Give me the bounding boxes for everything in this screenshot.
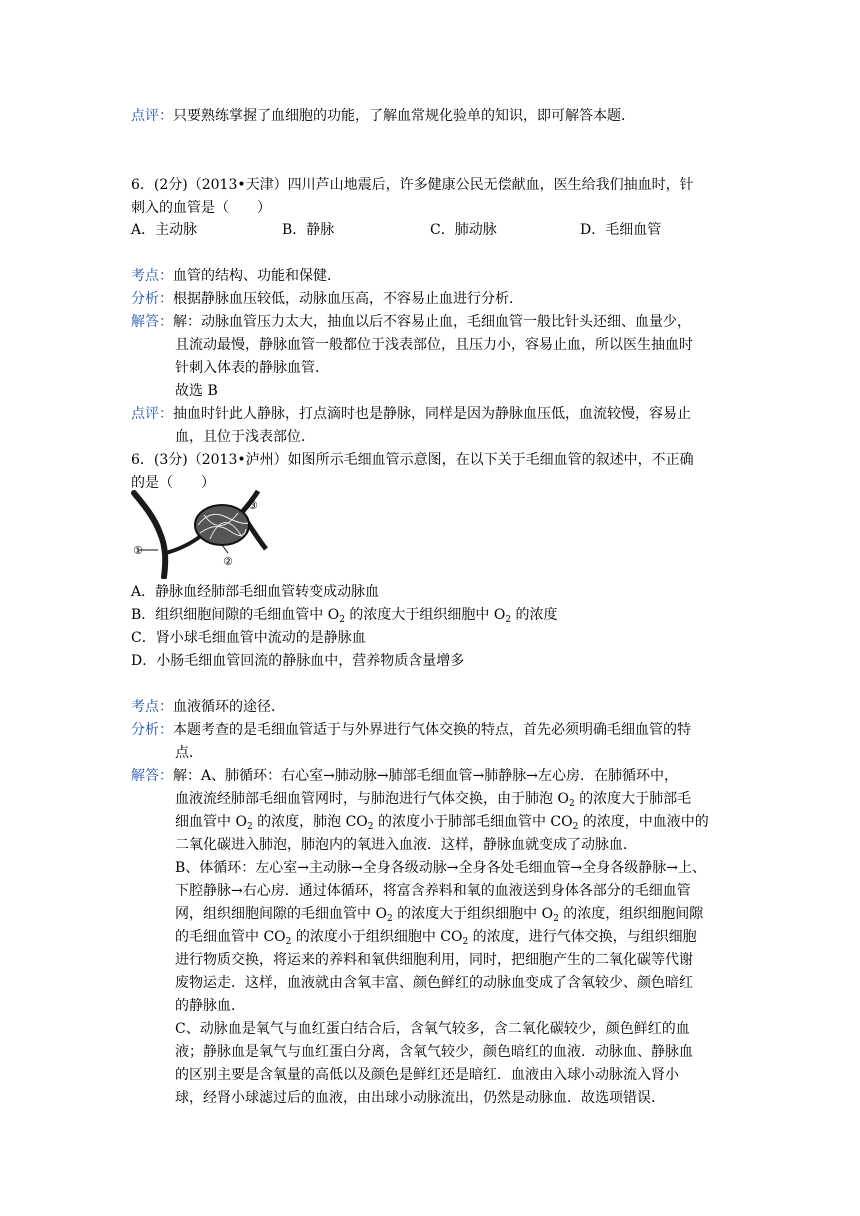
q2-option-d: D．小肠毛细血管回流的静脉血中，营养物质含量增多 [131,653,465,669]
q1-jieda-line3: 针刺入体表的静脉血管． [175,360,329,376]
q1-fenxi: 分析：根据静脉血压较低，动脉血压高，不容易止血进行分析． [131,291,523,307]
q1-option-a: A．主动脉 [131,222,198,238]
figure-label-1: ① [133,544,143,557]
q1-kaodian: 考点：血管的结构、功能和保健． [131,268,341,284]
q2-jieda-a2: 血液流经肺部毛细血管网时，与肺泡进行气体交换，由于肺泡 $O_2$ 的浓度大于肺部毛 [175,791,692,809]
q2-stem-line2: 的是（ ） [131,475,215,491]
q2-option-b: B．组织细胞间隙的毛细血管中 $O_2$ 的浓度大于组织细胞中 $O_2$ 的浓度 [131,607,558,625]
q1-jieda-line1: 解答：解：动脉血管压力太大，抽血以后不容易止血，毛细血管一般比针头还细、血量少， [131,314,691,330]
q1-option-c: C．肺动脉 [430,222,497,238]
q1-stem-line2: 刺入的血管是（ ） [131,200,271,216]
q2-jieda-a1: 解答：解：A、肺循环：右心室→肺动脉→肺部毛细血管→肺静脉→左心房．在肺循环中， [131,768,679,784]
q1-jieda-line2: 且流动最慢，静脉血管一般都位于浅表部位，且压力小，容易止血，所以医生抽血时 [175,337,693,353]
q2-jieda-c4: 球，经肾小球滤过后的血液，由出球小动脉流出，仍然是动脉血．故选项错误． [175,1090,665,1106]
q2-jieda-c2: 液；静脉血是氧气与血红蛋白分离，含氧气较少，颜色暗红的血液．动脉血、静脉血 [175,1044,693,1060]
capillary-diagram [130,487,270,579]
intro-comment: 点评：只要熟练掌握了血细胞的功能，了解血常规化验单的知识，即可解答本题． [131,108,635,124]
q2-fenxi-line2: 点． [175,745,203,761]
q2-jieda-b2: 下腔静脉→右心房．通过体循环，将富含养料和氧的血液送到身体各部分的毛细血管 [175,883,691,899]
q2-jieda-b7: 的静脉血． [175,998,245,1014]
q2-jieda-a3: 细血管中 $O_2$ 的浓度，肺泡 $CO_2$ 的浓度小于肺部毛细血管中 $CO_2$ 的浓度，中血液中的 [175,814,709,832]
q1-dianping-line1: 点评：抽血时针此人静脉，打点滴时也是静脉，同样是因为静脉血压低，血流较慢，容易止 [131,406,691,422]
q2-jieda-b6: 废物运走．这样，血液就由含氧丰富、颜色鲜红的动脉血变成了含氧较少、颜色暗红 [175,975,693,991]
q1-option-b: B．静脉 [282,222,335,238]
q2-option-a: A．静脉血经肺部毛细血管转变成动脉血 [131,584,380,600]
figure-label-3: ③ [248,499,258,512]
q2-jieda-b5: 进行物质交换，将运来的养料和氧供细胞利用，同时，把细胞产生的二氧化碳等代谢 [175,952,693,968]
q1-stem-line1: 6．(2分)（2013•天津）四川芦山地震后，许多健康公民无偿献血，医生给我们抽血时，针 [131,177,694,193]
q2-jieda-b1: B、体循环：左心室→主动脉→全身各级动脉→全身各处毛细血管→全身各级静脉→上、 [175,860,706,876]
q2-kaodian: 考点：血液循环的途径． [131,699,285,715]
q2-jieda-c1: C、动脉血是氧气与血红蛋白结合后，含氧气较多，含二氧化碳较少，颜色鲜红的血 [175,1021,690,1037]
q1-dianping-line2: 血，且位于浅表部位． [175,429,315,445]
q2-option-c: C．肾小球毛细血管中流动的是静脉血 [131,630,366,646]
q2-jieda-a4: 二氧化碳进入肺泡，肺泡内的氧进入血液．这样，静脉血就变成了动脉血． [175,837,637,853]
q2-jieda-c3: 的区别主要是含氧量的高低以及颜色是鲜红还是暗红．血液由入球小动脉流入肾小 [175,1067,679,1083]
dianping-label: 点评： [131,108,173,124]
q1-option-d: D．毛细血管 [580,222,662,238]
q1-jieda-line4: 故选 B [175,383,218,399]
q2-stem-line1: 6．(3分)（2013•泸州）如图所示毛细血管示意图，在以下关于毛细血管的叙述中，不正确 [131,452,694,468]
figure-label-2: ② [223,555,233,568]
q2-jieda-b3: 网，组织细胞间隙的毛细血管中 $O_2$ 的浓度大于组织细胞中 $O_2$ 的浓度，组织细胞间隙 [175,906,704,924]
q2-fenxi-line1: 分析：本题考查的是毛细血管适于与外界进行气体交换的特点，首先必须明确毛细血管的特 [131,722,691,738]
q2-jieda-b4: 的毛细血管中 $CO_2$ 的浓度小于组织细胞中 $CO_2$ 的浓度，进行气体交换，与组织细胞 [175,929,697,947]
